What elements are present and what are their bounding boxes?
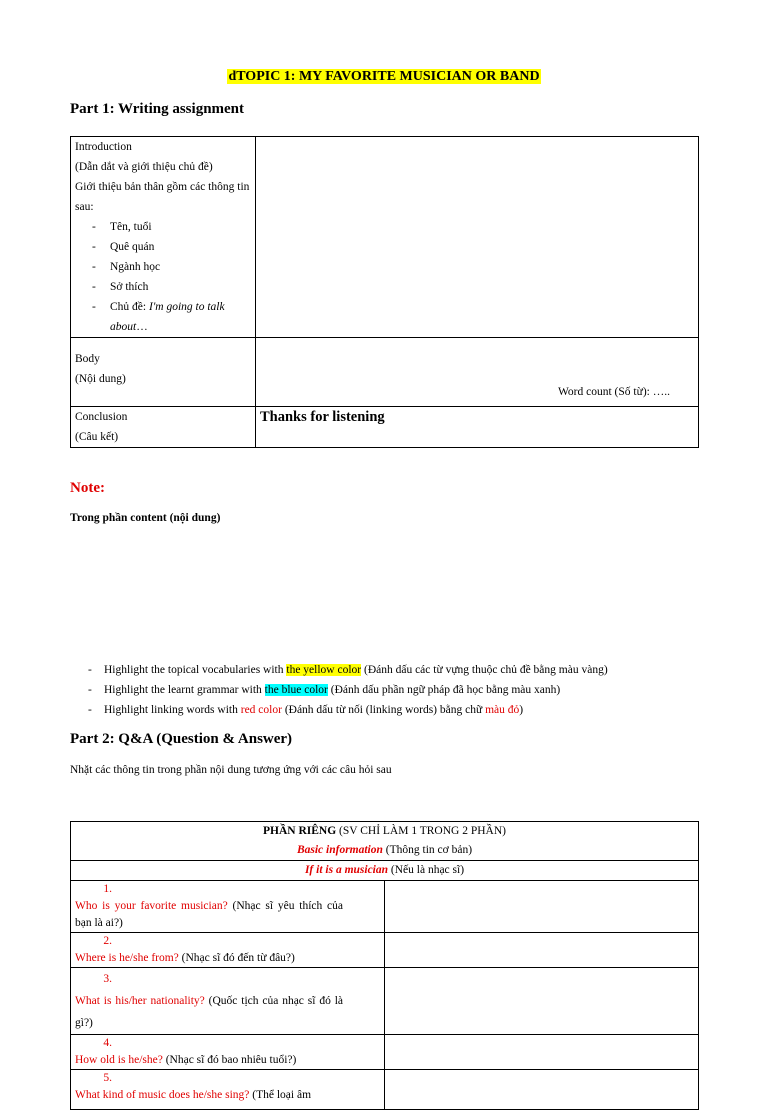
conclusion-answer-cell[interactable]	[256, 407, 699, 448]
part1-heading: Part 1: Writing assignment	[70, 101, 245, 117]
intro-item: - Ngành học	[89, 257, 251, 277]
conclusion-label-cell	[71, 407, 256, 448]
conclusion-sub: (Câu kết)	[75, 431, 119, 443]
question-cell: 5.What kind of music does he/she sing? (Thể loại âm	[71, 1070, 385, 1110]
musician-header-cell: If it is a musician (Nếu là nhạc sĩ)	[71, 861, 699, 881]
note-list	[88, 660, 608, 720]
question-cell: 3.What is his/her nationality? (Quốc tịch của nhạc sĩ đó là gì?)	[71, 968, 385, 1035]
question-row	[71, 968, 699, 1035]
intro-sub: (Dẫn dắt và giới thiệu chủ đề)	[75, 161, 213, 173]
note-heading: Note:	[70, 480, 105, 496]
question-cell: 1.Who is your favorite musician? (Nhạc sĩ yêu thích của bạn là ai?)	[71, 881, 385, 933]
intro-item: - Sở thích	[89, 277, 251, 297]
question-row	[71, 881, 699, 933]
intro-item: - Tên, tuổi	[89, 217, 251, 237]
body-label-cell	[71, 338, 256, 407]
answer-cell[interactable]	[385, 1035, 699, 1070]
basic-info-header: Basic information (Thông tin cơ bản)	[296, 844, 473, 856]
intro-desc: Giới thiệu bản thân gồm các thông tin sau:	[75, 181, 250, 213]
answer-cell[interactable]	[385, 1070, 699, 1110]
intro-label-cell	[71, 137, 256, 338]
intro-row	[71, 137, 699, 338]
intro-item-topic: - Chủ đề: I'm going to talk about…	[89, 297, 251, 337]
conclusion-label: Conclusion	[75, 411, 128, 423]
part2-heading: Part 2: Q&A (Question & Answer)	[70, 731, 293, 747]
answer-cell[interactable]	[385, 881, 699, 933]
intro-item: - Quê quán	[89, 237, 251, 257]
writing-table	[70, 136, 699, 448]
word-count: Word count (Số từ): …..	[558, 386, 670, 398]
question-row	[71, 1035, 699, 1070]
question-cell: 4.How old is he/she? (Nhạc sĩ đó bao nhiêu tuổi?)	[71, 1035, 385, 1070]
qa-table	[70, 821, 699, 1110]
question-row	[71, 1070, 699, 1110]
body-row	[71, 338, 699, 407]
intro-list	[75, 217, 251, 337]
intro-label: Introduction	[75, 141, 132, 153]
qa-header-row	[71, 822, 699, 861]
body-label: Body	[75, 353, 100, 365]
intro-answer-cell[interactable]	[256, 137, 699, 338]
conclusion-row	[71, 407, 699, 448]
question-cell: 2.Where is he/she from? (Nhạc sĩ đó đến từ đâu?)	[71, 933, 385, 968]
qa-header-cell	[71, 822, 699, 861]
note-item-blue: - Highlight the learnt grammar with the blue color (Đánh dấu phần ngữ pháp đã học bằng màu xanh)	[88, 680, 608, 700]
answer-cell[interactable]	[385, 933, 699, 968]
section-header: PHẦN RIÊNG (SV CHỈ LÀM 1 TRONG 2 PHẦN)	[262, 825, 506, 837]
body-answer-cell[interactable]	[256, 338, 699, 407]
musician-row	[71, 861, 699, 881]
document-title: dTOPIC 1: MY FAVORITE MUSICIAN OR BAND	[228, 69, 540, 84]
question-row	[71, 933, 699, 968]
note-item-red: - Highlight linking words with red color (Đánh dấu từ nối (linking words) bằng chữ màu đỏ)	[88, 700, 608, 720]
conclusion-text: Thanks for listening	[260, 409, 385, 425]
note-subheading: Trong phần content (nội dung)	[70, 512, 221, 524]
part2-intro: Nhặt các thông tin trong phần nội dung tương ứng với các câu hỏi sau	[70, 764, 392, 776]
body-sub: (Nội dung)	[75, 373, 126, 385]
note-item-yellow: - Highlight the topical vocabularies with the yellow color (Đánh dấu các từ vựng thuộc chủ đề bằng màu vàng)	[88, 660, 608, 680]
answer-cell[interactable]	[385, 968, 699, 1035]
